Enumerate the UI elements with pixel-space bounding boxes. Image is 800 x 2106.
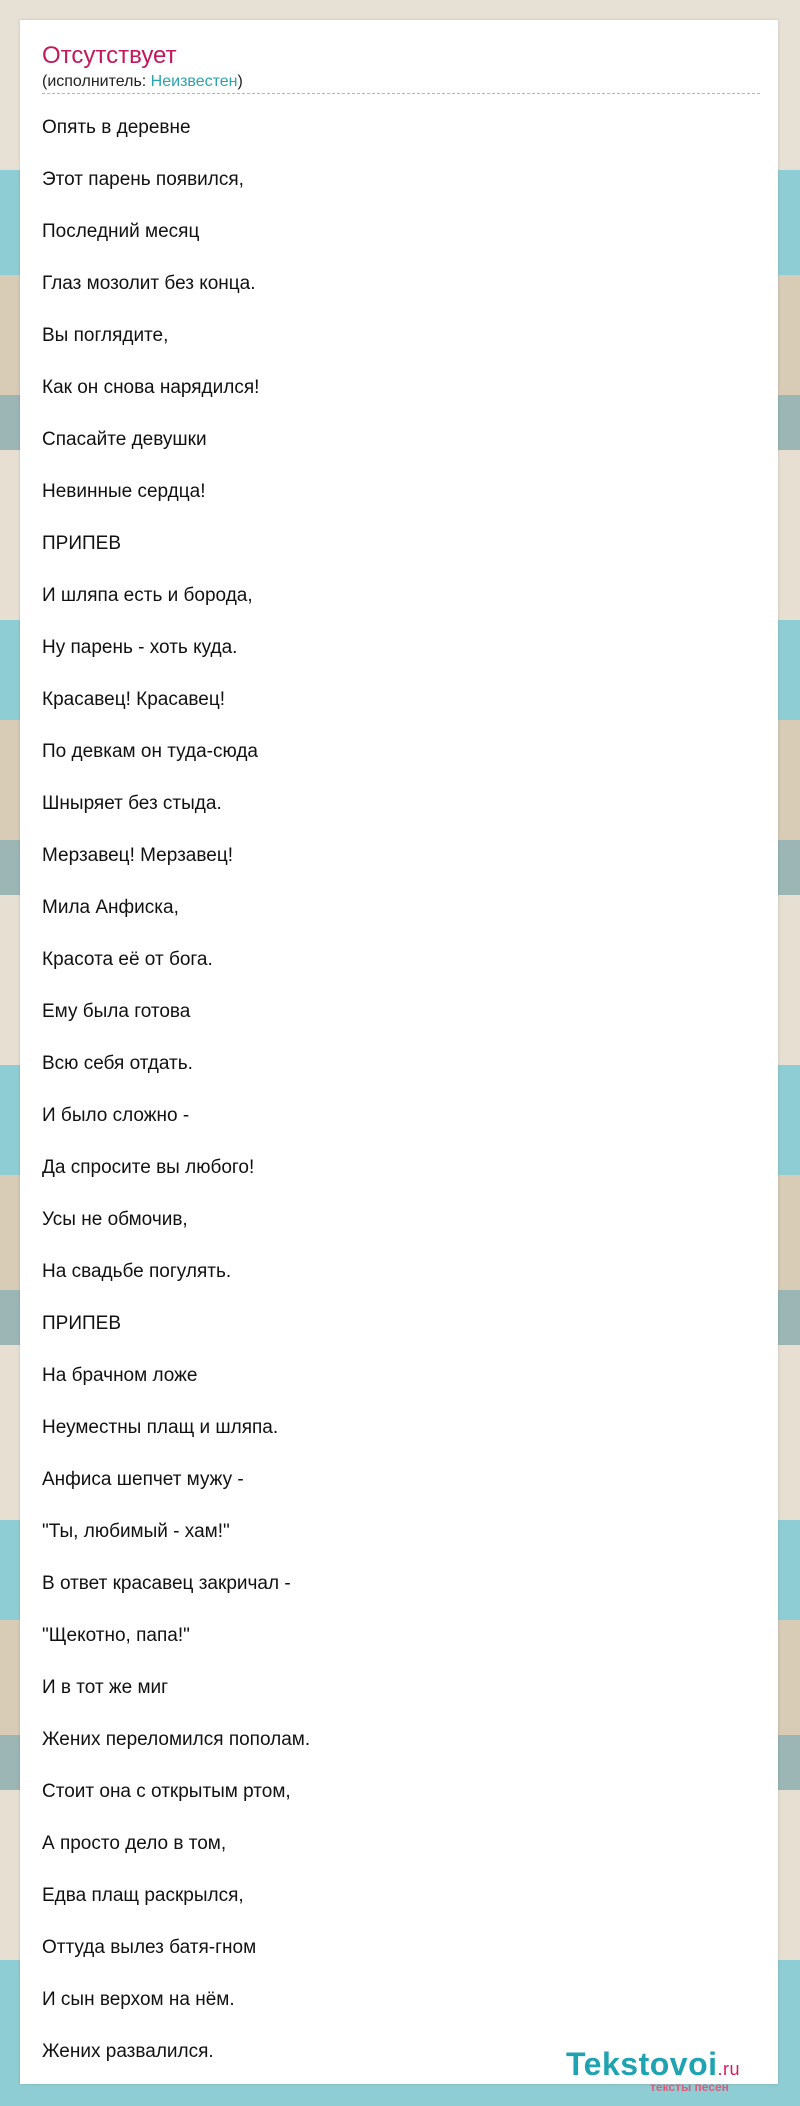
lyric-line: Жених переломился пополам. bbox=[42, 1729, 311, 1750]
lyric-line: Стоит она с открытым ртом, bbox=[42, 1781, 291, 1802]
lyric-line: Усы не обмочив, bbox=[42, 1209, 188, 1230]
lyric-line: Как он снова нарядился! bbox=[42, 377, 260, 398]
artist-suffix: ) bbox=[237, 73, 243, 90]
lyric-line: Красавец! Красавец! bbox=[42, 689, 226, 710]
lyric-line: На брачном ложе bbox=[42, 1365, 198, 1386]
lyric-line: Мила Анфиска, bbox=[42, 897, 179, 918]
lyric-line: Шныряет без стыда. bbox=[42, 793, 222, 814]
lyric-line: И сын верхом на нём. bbox=[42, 1989, 235, 2010]
lyric-line: Едва плащ раскрылся, bbox=[42, 1885, 244, 1906]
logo-name: Tekstovoi bbox=[566, 2046, 718, 2082]
lyric-line: И в тот же миг bbox=[42, 1677, 169, 1698]
lyric-line: Последний месяц bbox=[42, 221, 200, 242]
lyrics-card bbox=[20, 20, 778, 2094]
lyric-line: Жених развалился. bbox=[42, 2041, 214, 2062]
lyric-line: На свадьбе погулять. bbox=[42, 1261, 232, 1282]
artist-line bbox=[42, 72, 243, 92]
site-logo[interactable] bbox=[566, 2044, 786, 2094]
lyric-line: Невинные сердца! bbox=[42, 481, 206, 502]
lyric-line: Вы поглядите, bbox=[42, 325, 169, 346]
logo-tagline: тексты песен bbox=[650, 2080, 729, 2094]
title-divider bbox=[42, 93, 760, 94]
lyric-line: Мерзавец! Мерзавец! bbox=[42, 845, 233, 866]
lyric-line: В ответ красавец закричал - bbox=[42, 1573, 291, 1594]
lyric-line: Спасайте девушки bbox=[42, 429, 207, 450]
lyric-line: Опять в деревне bbox=[42, 117, 191, 138]
lyric-line: Красота её от бога. bbox=[42, 949, 213, 970]
lyric-line: ПРИПЕВ bbox=[42, 1313, 121, 1334]
lyric-line: Глаз мозолит без конца. bbox=[42, 273, 256, 294]
lyrics-list bbox=[42, 102, 310, 2078]
lyric-line: Всю себя отдать. bbox=[42, 1053, 193, 1074]
lyric-line: Анфиса шепчет мужу - bbox=[42, 1469, 244, 1490]
lyric-line: А просто дело в том, bbox=[42, 1833, 227, 1854]
lyric-line: Оттуда вылез батя-гном bbox=[42, 1937, 257, 1958]
logo-tld: .ru bbox=[717, 2059, 741, 2079]
song-title: Отсутствует bbox=[42, 42, 177, 69]
lyric-line: ПРИПЕВ bbox=[42, 533, 121, 554]
lyric-line: Этот парень появился, bbox=[42, 169, 244, 190]
lyric-line: "Щекотно, папа!" bbox=[42, 1625, 190, 1646]
lyric-line: Ему была готова bbox=[42, 1001, 191, 1022]
lyric-line: Да спросите вы любого! bbox=[42, 1157, 255, 1178]
lyric-line: По девкам он туда-сюда bbox=[42, 741, 258, 762]
lyric-line: И было сложно - bbox=[42, 1105, 190, 1126]
artist-link[interactable]: Неизвестен bbox=[150, 73, 238, 90]
artist-prefix: (исполнитель: bbox=[42, 73, 151, 90]
lyric-line: "Ты, любимый - хам!" bbox=[42, 1521, 230, 1542]
lyric-line: Ну парень - хоть куда. bbox=[42, 637, 238, 658]
lyric-line: Неуместны плащ и шляпа. bbox=[42, 1417, 279, 1438]
lyric-line: И шляпа есть и борода, bbox=[42, 585, 253, 606]
